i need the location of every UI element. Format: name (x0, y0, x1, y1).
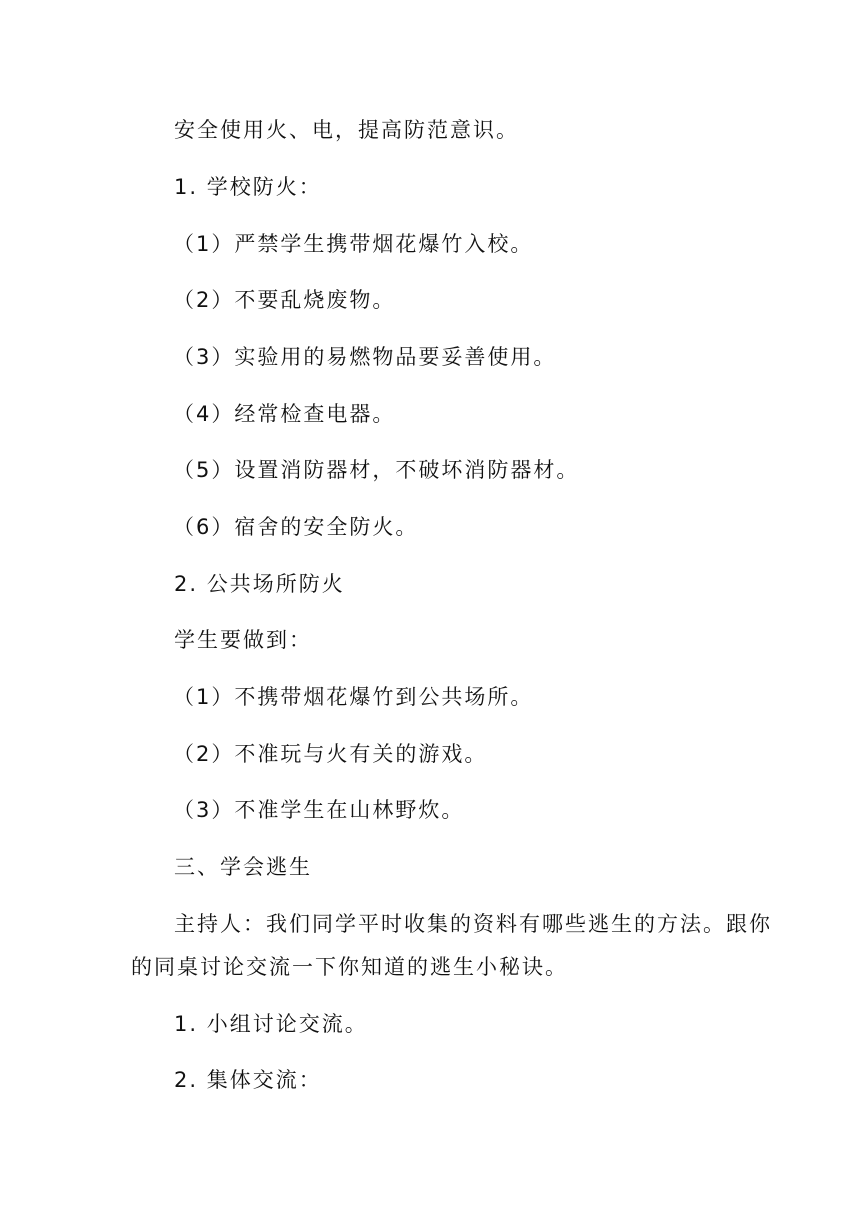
section-heading-escape: 三、学会逃生 (174, 855, 312, 879)
list-item-school-3: （3）实验用的易燃物品要妥善使用。 (173, 345, 557, 369)
list-item-school-1: （1）严禁学生携带烟花爆竹入校。 (173, 232, 534, 256)
paragraph-students-should: 学生要做到： (174, 628, 312, 652)
list-item-school-4: （4）经常检查电器。 (173, 402, 396, 426)
paragraph-safety-intro: 安全使用火、电，提高防范意识。 (174, 118, 519, 142)
heading-school-fire-prevention: 1. 学校防火： (174, 175, 322, 199)
list-item-public-1: （1）不携带烟花爆竹到公共场所。 (173, 685, 534, 709)
list-item-public-3: （3）不准学生在山林野炊。 (173, 798, 465, 822)
paragraph-host-line-1: 主持人：我们同学平时收集的资料有哪些逃生的方法。跟你 (174, 912, 772, 936)
list-item-school-5: （5）设置消防器材，不破坏消防器材。 (173, 458, 580, 482)
list-item-school-2: （2）不要乱烧废物。 (173, 288, 396, 312)
list-item-public-2: （2）不准玩与火有关的游戏。 (173, 742, 488, 766)
heading-public-fire-prevention: 2. 公共场所防火 (174, 572, 345, 596)
list-item-escape-2: 2. 集体交流： (174, 1068, 322, 1092)
list-item-school-6: （6）宿舍的安全防火。 (173, 515, 419, 539)
paragraph-host-line-2: 的同桌讨论交流一下你知道的逃生小秘诀。 (131, 955, 568, 979)
list-item-escape-1: 1. 小组讨论交流。 (174, 1012, 368, 1036)
